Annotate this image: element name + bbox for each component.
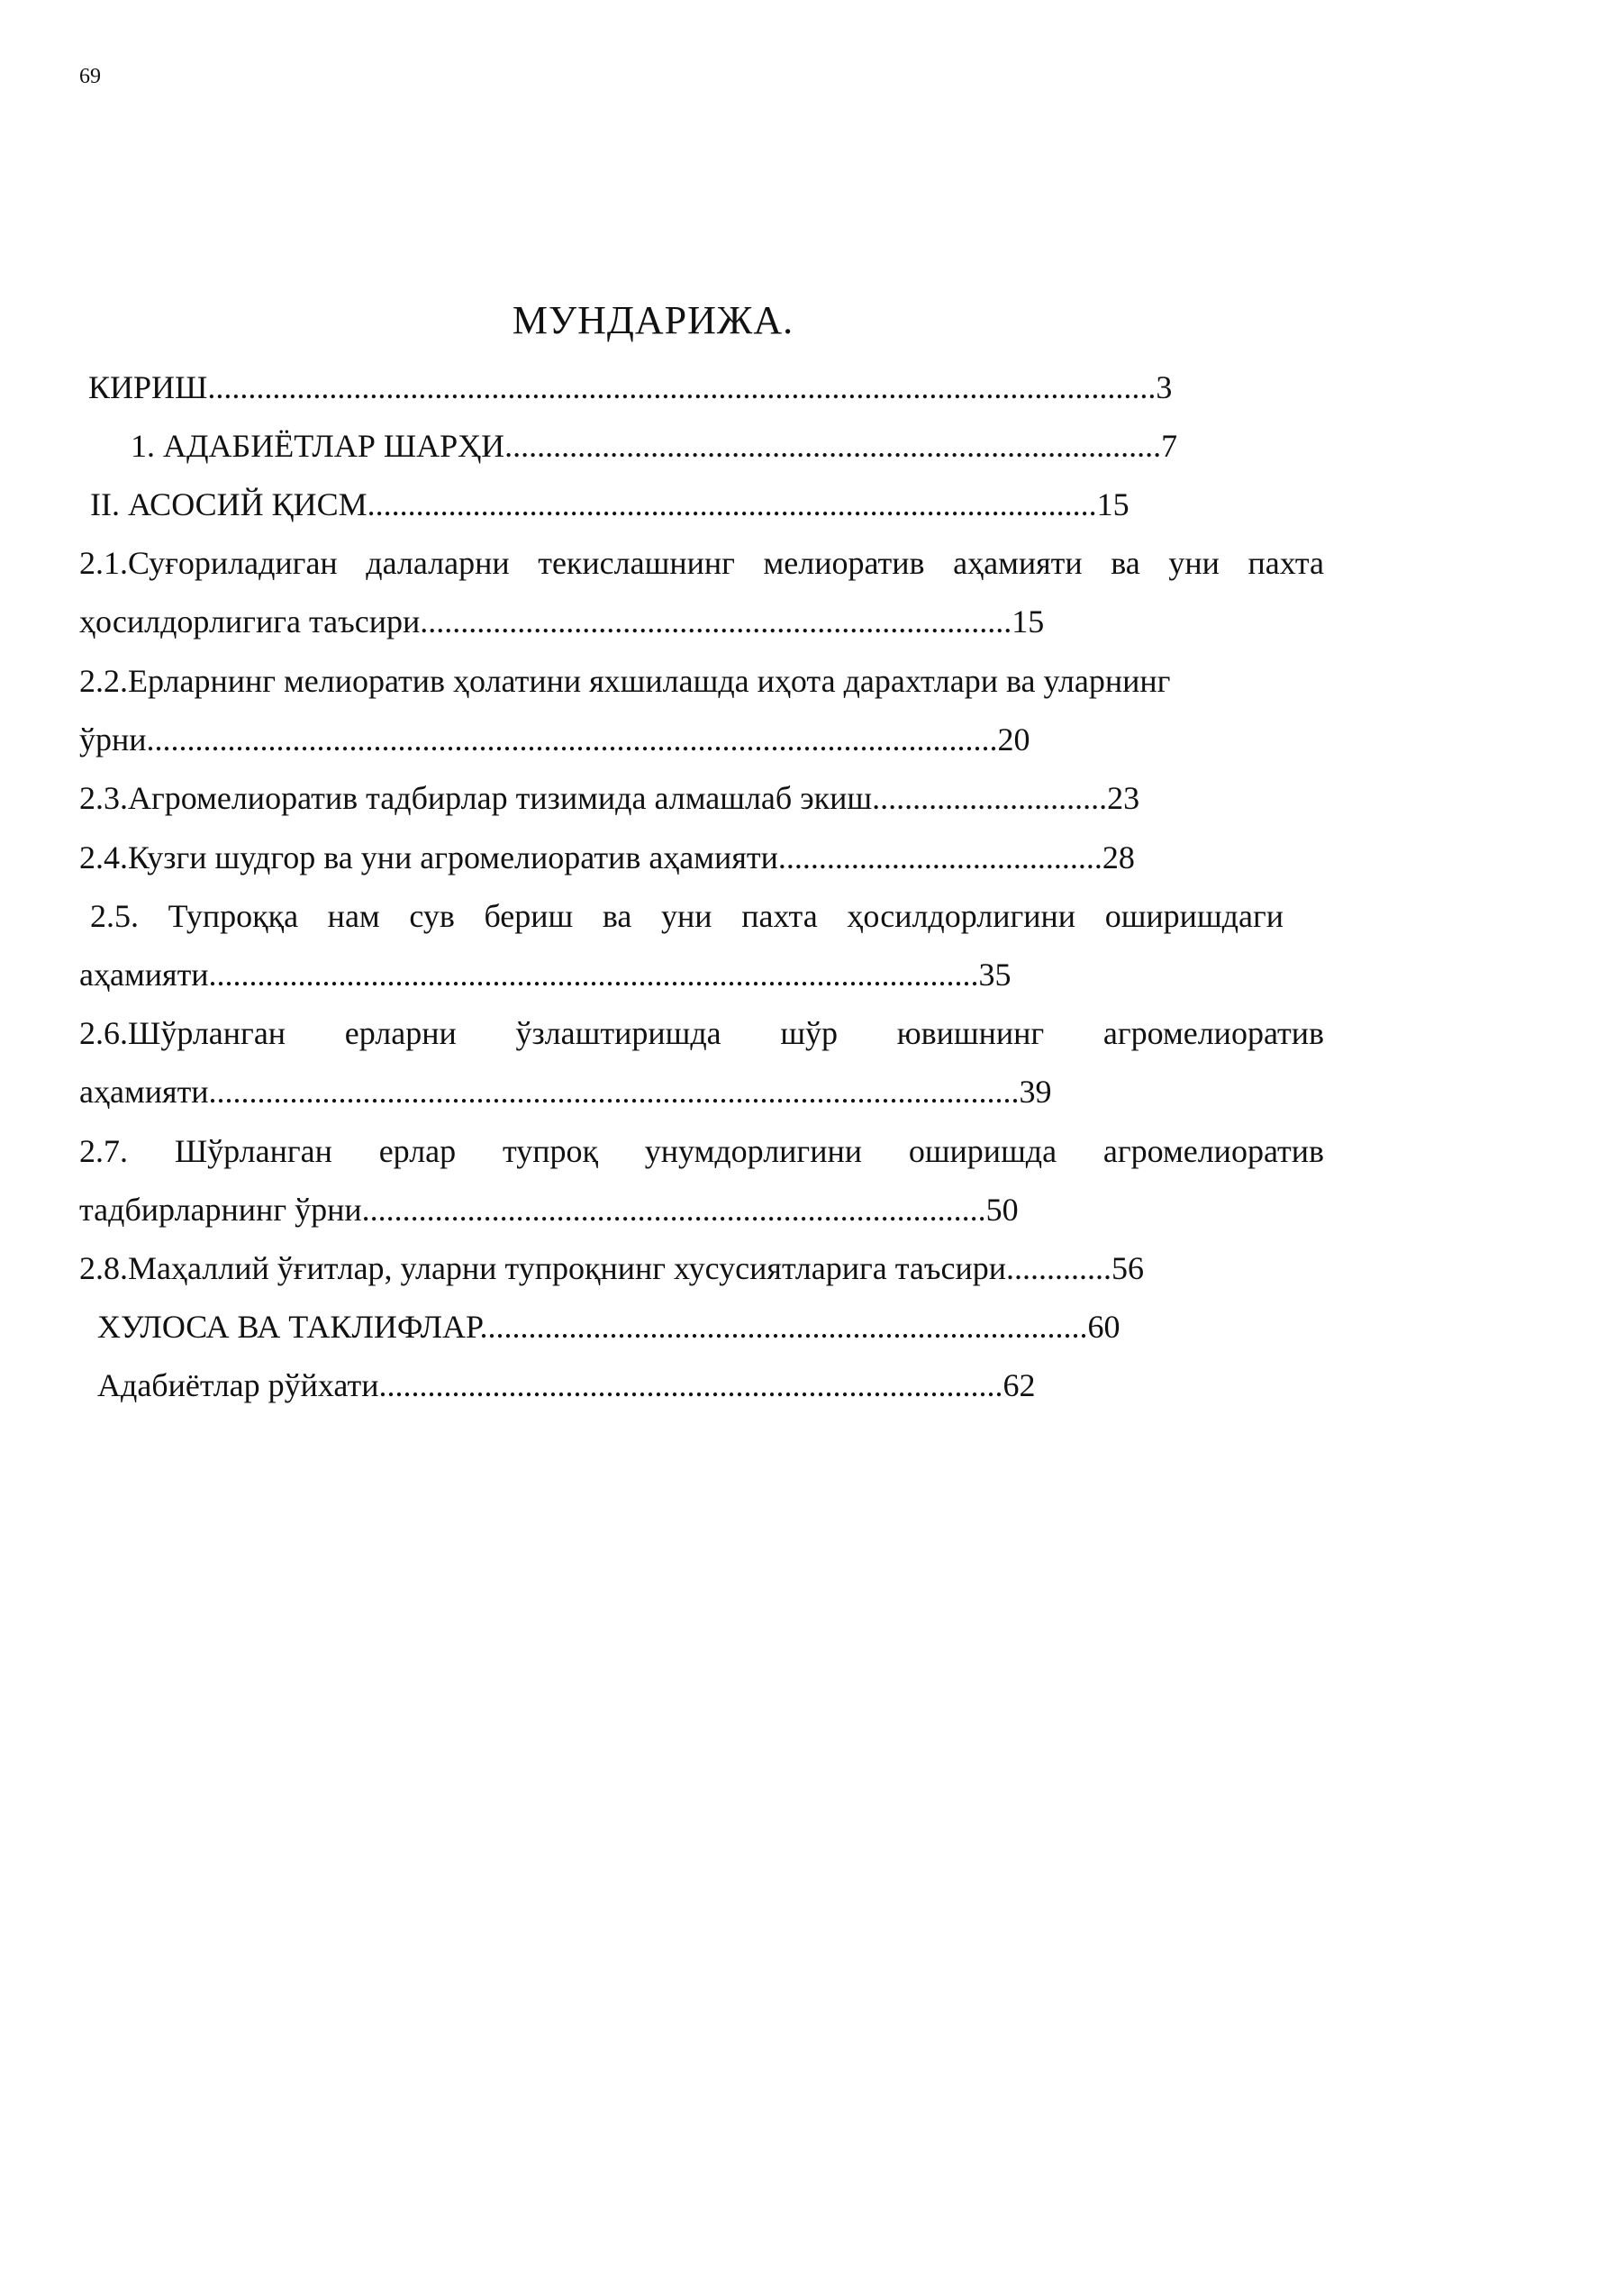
toc-entry-2-6-line-2: аҳамияти....................................................................................................39 (79, 1074, 1052, 1110)
page-number: 69 (79, 65, 101, 88)
toc-entry-conclusions: ХУЛОСА ВА ТАКЛИФЛАР...........................................................................60 (97, 1309, 1120, 1345)
toc-entry-2-1-line-1: 2.1.Суғориладиган далаларни текислашнинг мелиоратив аҳамияти ва уни пахта (79, 545, 1324, 581)
toc-entry-2-2-line-2: ўрни.........................................................................................................20 (79, 721, 1030, 757)
toc-entry-2-2-line-1: 2.2.Ерларнинг мелиоратив ҳолатини яхшилашда иҳота дарахтлари ва уларнинг (79, 663, 1171, 699)
toc-entry-2-4: 2.4.Кузги шудгор ва уни агромелиоратив аҳамияти........................................28 (79, 839, 1135, 875)
toc-entry-2-6-line-1: 2.6.Шўрланган ерларни ўзлаштиришда шўр ювишнинг агромелиоратив (79, 1015, 1324, 1051)
toc-entry-2-8: 2.8.Маҳаллий ўғитлар, уларни тупроқнинг хусусиятларига таъсири.............56 (79, 1250, 1145, 1286)
toc-entry-literature-review: 1. АДАБИЁТЛАР ШАРҲИ.................................................................................7 (131, 428, 1178, 464)
toc-entry-main-part: II. АСОСИЙ ҚИСМ..........................................................................................15 (90, 486, 1130, 522)
toc-entry-2-5-line-2: аҳамияти...............................................................................................35 (79, 957, 1012, 993)
toc-entry-2-7-line-2: тадбирларнинг ўрни.............................................................................50 (79, 1192, 1019, 1228)
toc-entry-2-3: 2.3.Агромелиоратив тадбирлар тизимида алмашлаб экиш.............................23 (79, 780, 1140, 816)
toc-entry-references: Адабиётлар рўйхати.............................................................................62 (97, 1367, 1036, 1403)
toc-entry-2-7-line-1: 2.7. Шўрланган ерлар тупроқ унумдорлигини оширишда агромелиоратив (79, 1133, 1324, 1169)
toc-entry-2-5-line-1: 2.5. Тупроққа нам сув бериш ва уни пахта ҳосилдорлигини оширишдаги (90, 898, 1284, 934)
page-title: МУНДАРИЖА. (512, 298, 794, 342)
toc-entry-2-1-line-2: ҳосилдорлигига таъсири.........................................................................15 (79, 603, 1045, 640)
toc-entry-intro: КИРИШ.....................................................................................................................3 (88, 369, 1173, 405)
